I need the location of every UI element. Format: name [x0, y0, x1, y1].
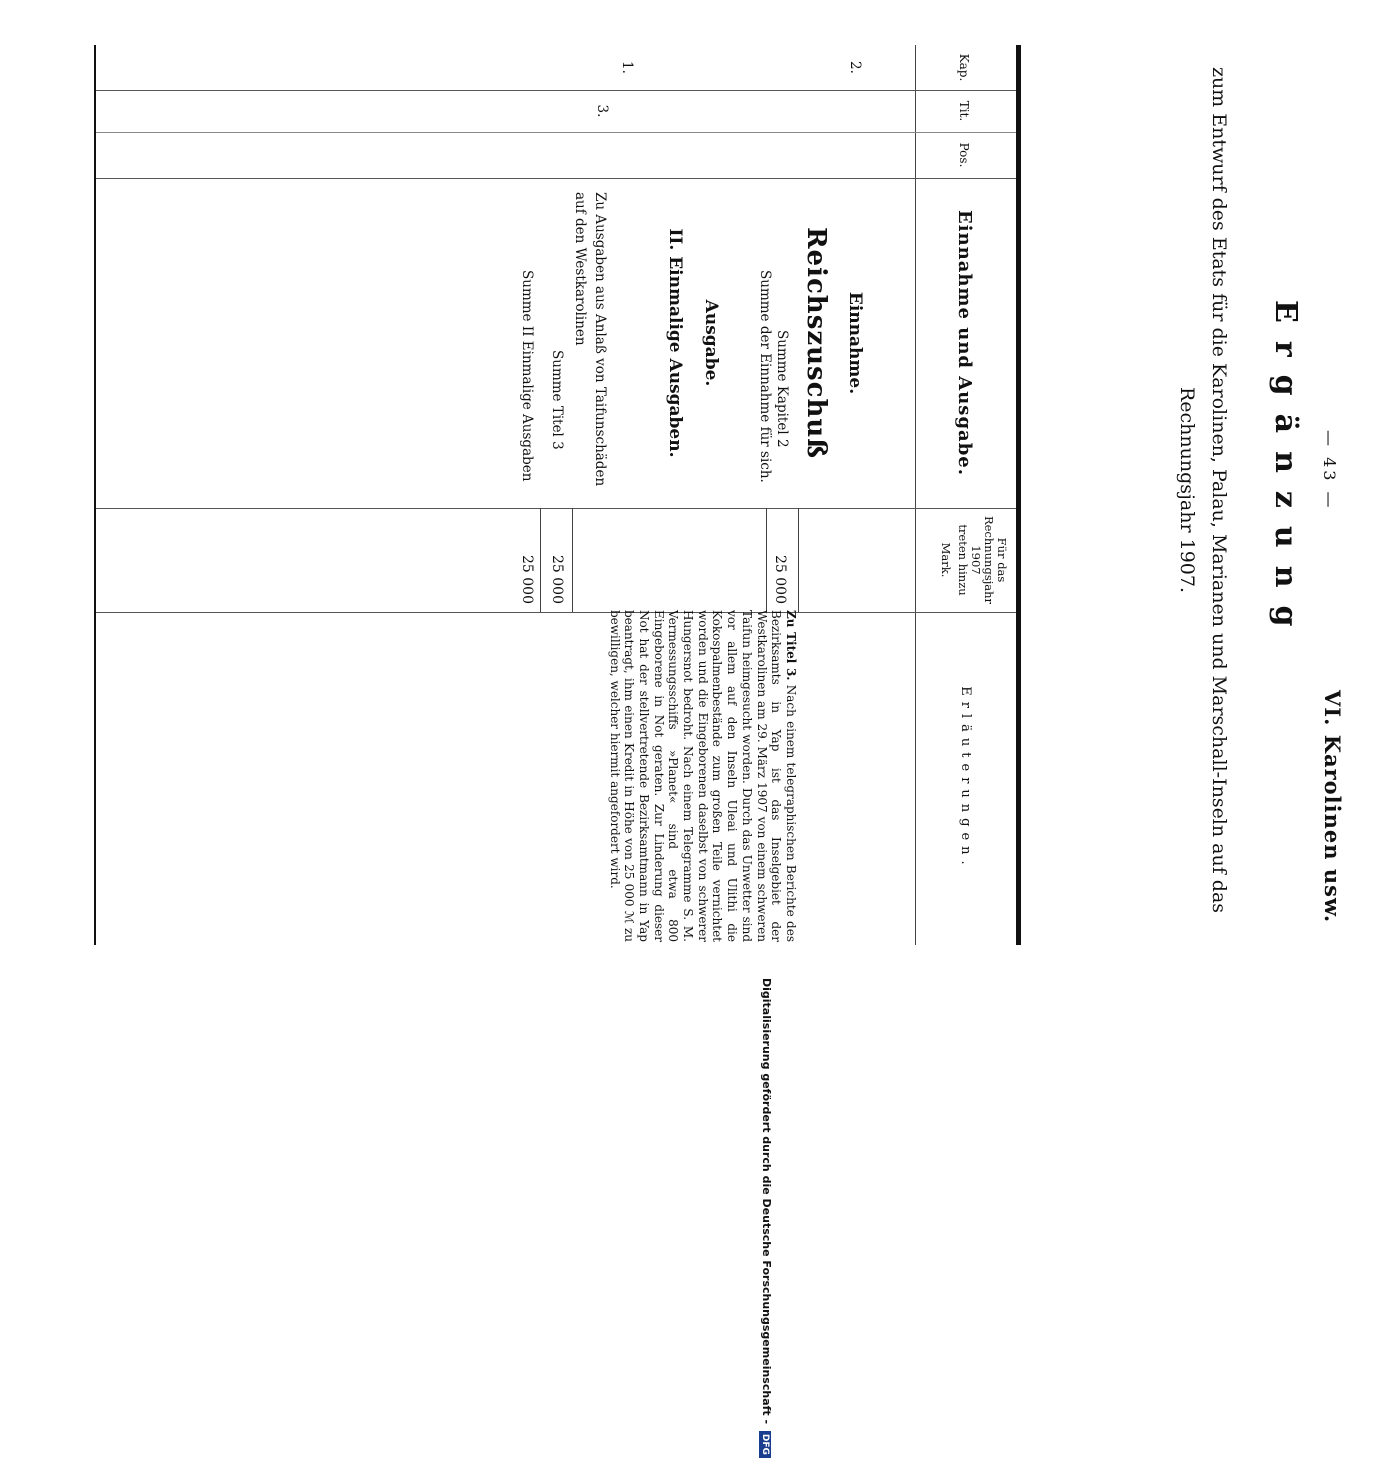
sum-income-label: Summe der Einnahme für sich. — [757, 270, 773, 483]
table-top-rule — [1016, 45, 1021, 945]
one-time-expenses-heading: II. Einmalige Ausgaben. — [665, 228, 685, 458]
digitization-note-text: Digitalisierung gefördert durch die Deutsche Forschungsgemeinschaft - — [760, 978, 773, 1425]
expense-item-line-1: Zu Ausgaben aus Anlaß von Taifunschäden — [592, 192, 608, 487]
explanation-body: Nach einem telegraphischen Berichte des Bezirksamts in Yap ist das Inselgebiet der Westkarolinen am 29. März 1907 von einem schweren Taifun heimgesucht worden. Durch das Unwetter sind vor allem auf den Inseln Uleai und Ulithi die Kokospalmenbestände zum großen Teile vernichtet worden und die Eingeborenen daselbst von schwerer Hungersnot bedroht. Nach einem Telegramme S. M. Vermessungsschiffs »Planet« sind etwa 800 Eingeborene in Not geraten. Zur Linderung dieser Not hat der stellvertretende Bezirksamtmann in Yap beantragt, ihm einen Kredit in Höhe von 25 000 ℳ zu bewilligen, welcher hiermit angefordert wird. — [607, 610, 798, 942]
sum-titel-3-rule — [572, 508, 573, 612]
amount-header-line: Für das — [995, 537, 1009, 583]
page-number: — 43 — — [1320, 430, 1339, 511]
dfg-logo: DFG — [759, 1431, 771, 1458]
sum-chapter-2-value: 25 000 — [772, 555, 788, 604]
amount-header-line: 1907 — [969, 545, 983, 575]
amount-unit: Mark. — [939, 542, 953, 578]
column-header-kap: Kap. — [957, 53, 971, 82]
column-header-amount — [939, 508, 1008, 612]
sum-ii-value: 25 000 — [519, 555, 535, 604]
table-bottom-rule — [94, 45, 96, 945]
column-header-tit: Tit. — [957, 100, 971, 122]
column-divider-kap — [96, 90, 1016, 91]
sum-chapter-2-label: Summe Kapitel 2 — [774, 330, 790, 448]
column-divider-amount — [96, 612, 1016, 613]
column-divider-tit — [96, 132, 1016, 133]
document-title: Ergänzung — [1268, 300, 1303, 645]
income-heading: Einnahme. — [845, 291, 865, 395]
sum-chapter-2-rule-bottom — [766, 508, 767, 612]
digitization-note — [759, 978, 773, 1455]
section-header: VI. Karolinen usw. — [1320, 690, 1345, 924]
column-header-explanations: Erläuterungen. — [958, 686, 973, 871]
explanation-lead: Zu Titel 3. — [784, 610, 798, 681]
column-header-pos: Pos. — [957, 142, 971, 168]
sum-ii-label: Summe II Einmalige Ausgaben — [519, 270, 535, 482]
sum-titel-3-value: 25 000 — [549, 555, 565, 604]
column-divider-pos — [96, 178, 1016, 179]
sum-chapter-2-rule — [798, 508, 799, 612]
table-header-bottom-rule — [915, 45, 916, 945]
explanation-text — [607, 610, 798, 942]
kap-2-number: 2. — [847, 61, 863, 74]
kap-1-number: 1. — [619, 61, 635, 74]
expense-item-line-2: auf den Westkarolinen — [572, 192, 588, 346]
sum-titel-3-rule-bottom — [540, 508, 541, 612]
column-header-main: Einnahme und Ausgabe. — [954, 209, 975, 476]
titel-3-number: 3. — [594, 104, 610, 118]
document-subtitle: zum Entwurf des Etats für die Karolinen, Palau, Marianen und Marschall-Inseln auf das Rechnungsjahr 1907. — [1176, 66, 1230, 914]
sum-titel-3-label: Summe Titel 3 — [549, 350, 565, 450]
reichszuschuss-heading: Reichszuschuß — [801, 226, 831, 460]
amount-header-line: treten hinzu — [956, 524, 970, 596]
amount-header-line: Rechnungsjahr — [982, 515, 996, 605]
expense-heading: Ausgabe. — [701, 299, 721, 387]
